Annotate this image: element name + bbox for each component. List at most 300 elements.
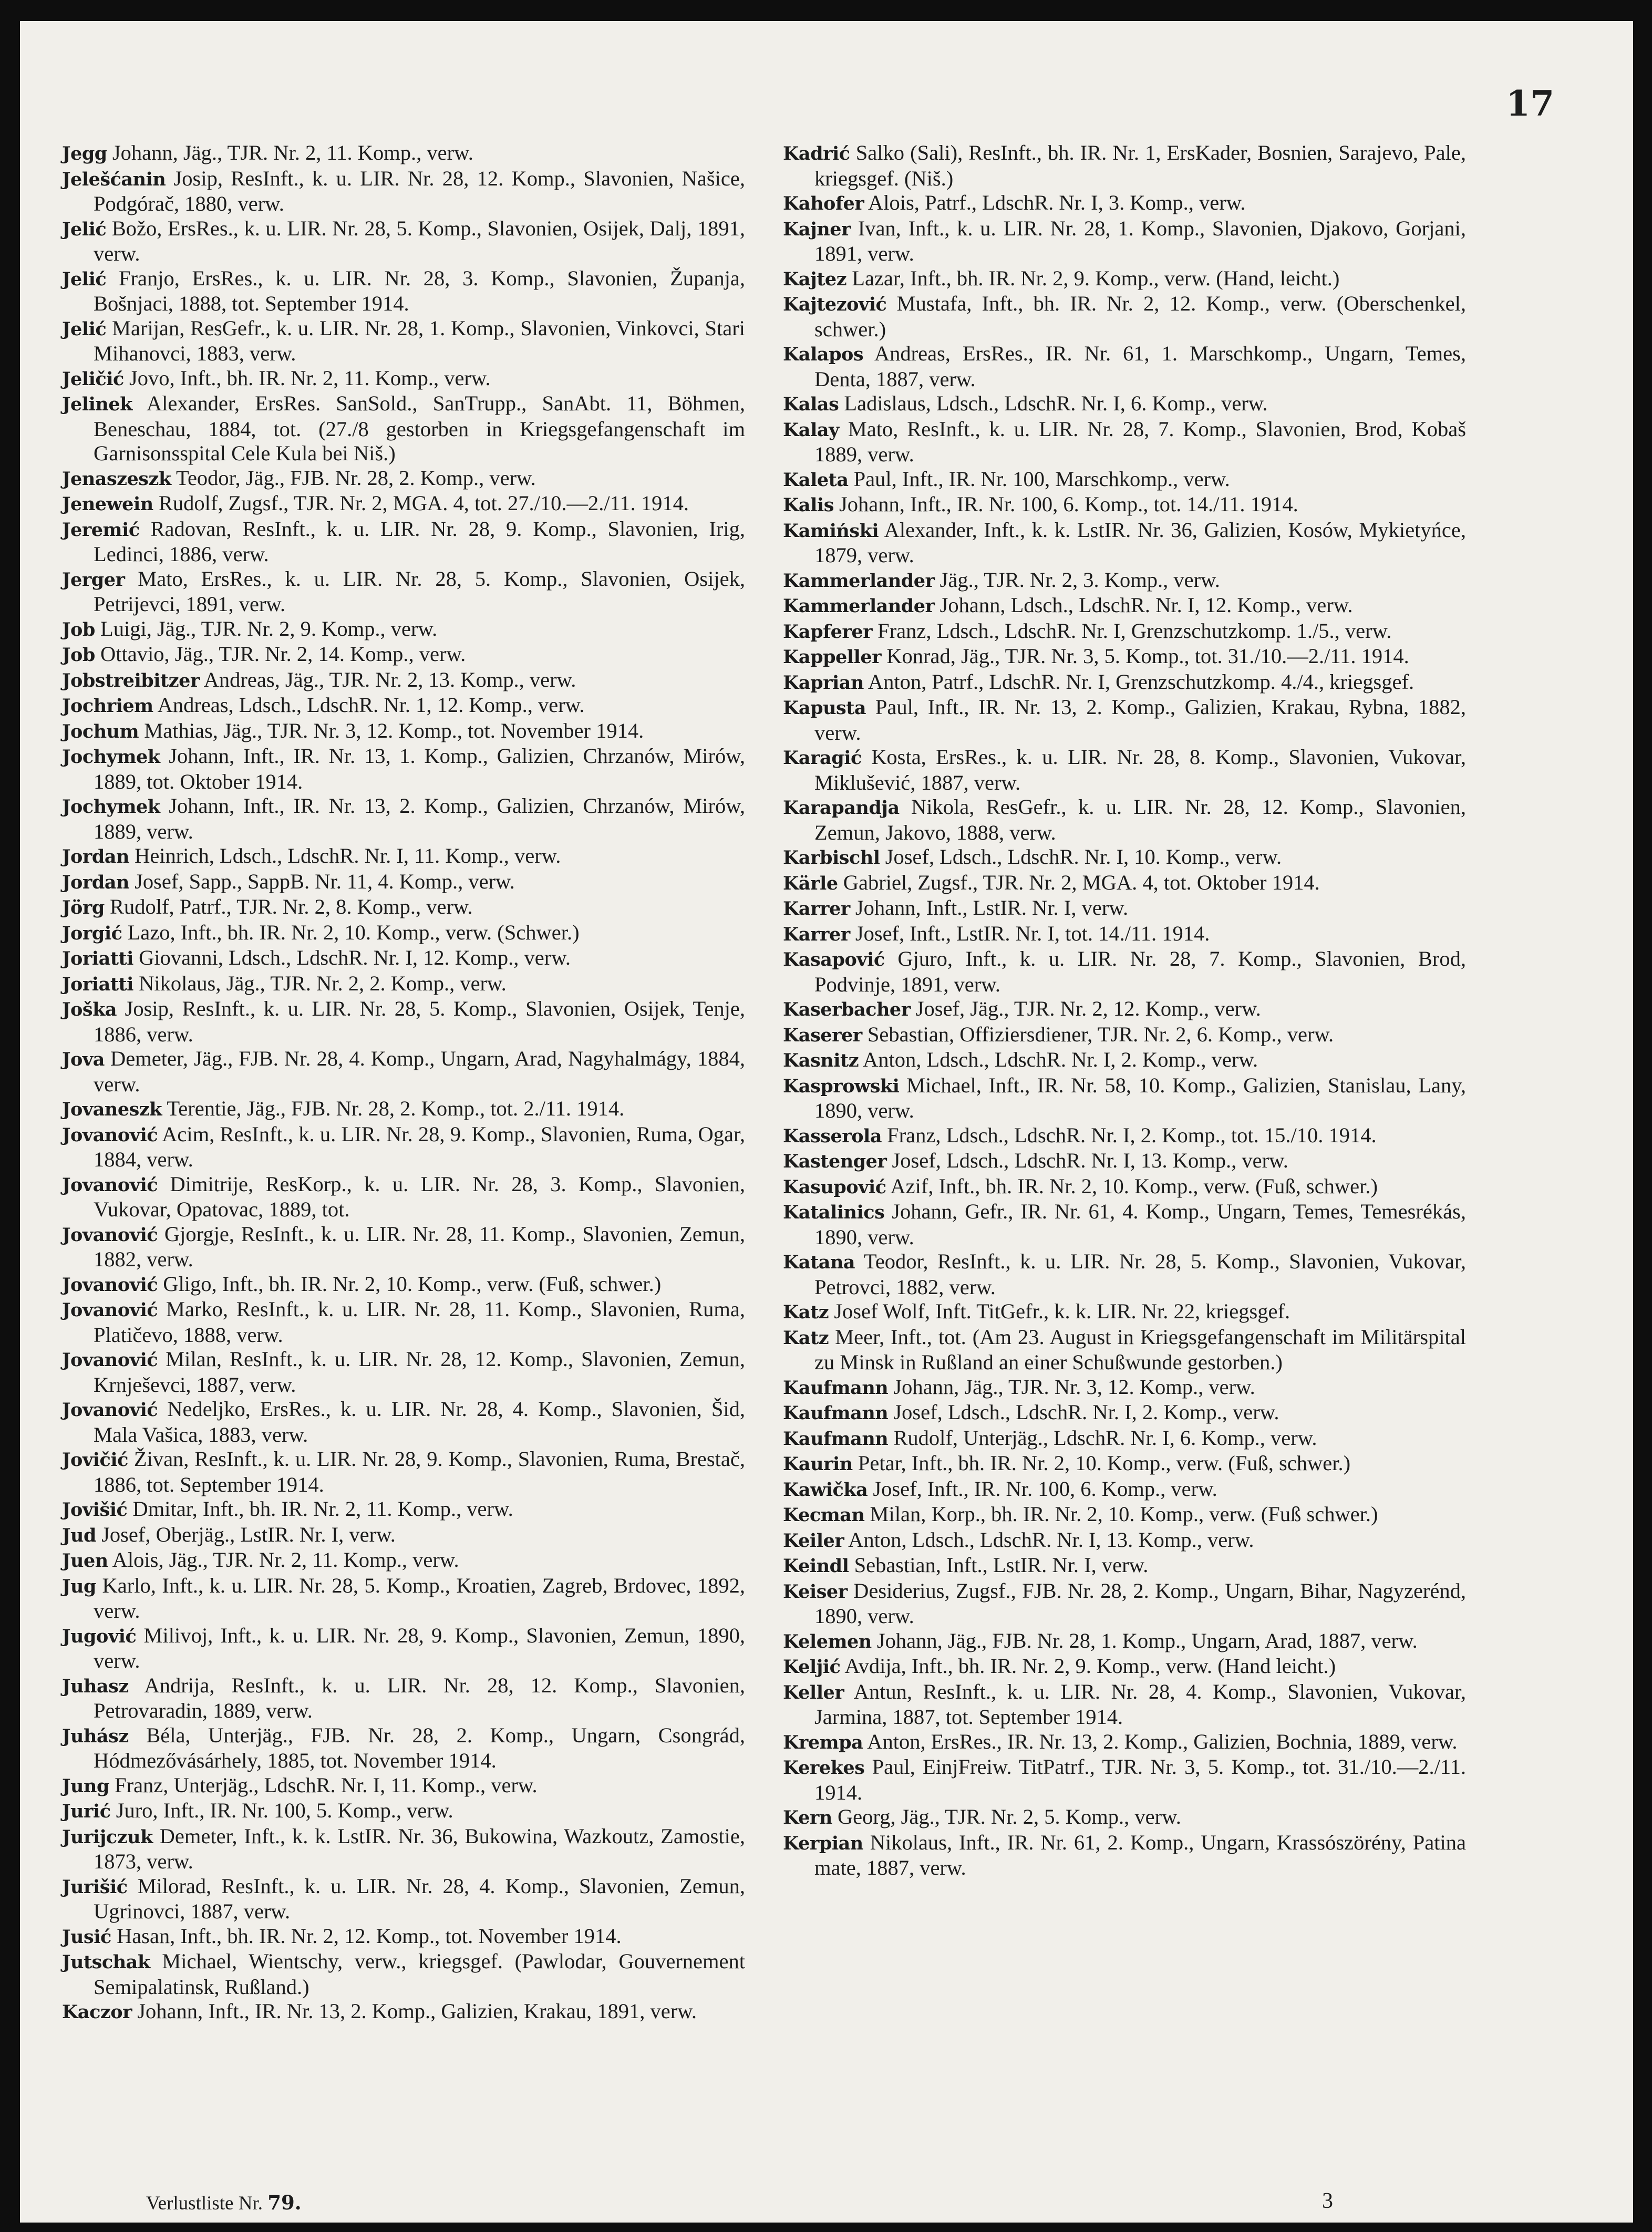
entry-details: Acim, ResInft., k. u. LIR. Nr. 28, 9. Komp., Slavonien, Ruma, Ogar, 1884, verw. bbox=[94, 1122, 745, 1171]
entry bbox=[62, 1497, 745, 1523]
entry-details: Živan, ResInft., k. u. LIR. Nr. 28, 9. Komp., Slavonien, Ruma, Brestač, 1886, tot. September 1914. bbox=[94, 1447, 745, 1496]
entry-details: Nikola, ResGefr., k. u. LIR. Nr. 28, 12. Komp., Slavonien, Zemun, Jakovo, 1888, verw. bbox=[814, 795, 1466, 844]
entry-details: Franjo, ErsRes., k. u. LIR. Nr. 28, 3. Komp., Slavonien, Županja, Bošnjaci, 1888, tot. September 1914. bbox=[94, 266, 746, 315]
entry bbox=[783, 1477, 1466, 1503]
entry bbox=[783, 391, 1466, 417]
entry-surname: Jovanović bbox=[62, 1174, 158, 1196]
entry-details: Anton, Ldsch., LdschR. Nr. I, 13. Komp., verw. bbox=[848, 1527, 1254, 1552]
entry bbox=[62, 216, 745, 266]
entry bbox=[62, 921, 745, 946]
entry-details: Johann, Inft., IR. Nr. 100, 6. Komp., tot. 14./11. 1914. bbox=[839, 492, 1298, 516]
entry-details: Salko (Sali), ResInft., bh. IR. Nr. 1, ErsKader, Bosnien, Sarajevo, Pale, kriegsgef. (Niš.) bbox=[814, 141, 1466, 190]
entry-surname: Job bbox=[62, 644, 95, 666]
entry bbox=[783, 1629, 1466, 1655]
entry bbox=[783, 619, 1466, 645]
entry-details: Mato, ErsRes., k. u. LIR. Nr. 28, 5. Komp., Slavonien, Osijek, Petrijevci, 1891, verw. bbox=[94, 566, 745, 616]
entry-details: Johann, Jäg., TJR. Nr. 3, 12. Komp., verw. bbox=[893, 1375, 1255, 1399]
entry-surname: Jug bbox=[62, 1575, 96, 1597]
entry-details: Josef, Jäg., TJR. Nr. 2, 12. Komp., verw. bbox=[915, 997, 1261, 1020]
entry bbox=[62, 466, 745, 492]
entry-surname: Kajner bbox=[783, 218, 851, 240]
page-number: 17 bbox=[1506, 83, 1554, 124]
entry-surname: Kerekes bbox=[783, 1757, 865, 1779]
entry-details: Josef, Ldsch., LdschR. Nr. I, 2. Komp., verw. bbox=[893, 1400, 1279, 1424]
entry-surname: Jörg bbox=[62, 897, 105, 918]
entry-surname: Karapandja bbox=[783, 797, 900, 819]
entry-details: Johann, Ldsch., LdschR. Nr. I, 12. Komp., verw. bbox=[939, 593, 1353, 617]
entry-details: Johann, Jäg., FJB. Nr. 28, 1. Komp., Ungarn, Arad, 1887, verw. bbox=[876, 1628, 1418, 1652]
entry-surname: Juhasz bbox=[62, 1675, 129, 1697]
entry bbox=[62, 1924, 745, 1950]
entry-surname: Jova bbox=[62, 1049, 105, 1070]
entry bbox=[783, 745, 1466, 795]
entry bbox=[783, 845, 1466, 871]
entry bbox=[783, 467, 1466, 493]
entry-details: Radovan, ResInft., k. u. LIR. Nr. 28, 9. Komp., Slavonien, Irig, Ledinci, 1886, verw. bbox=[94, 516, 746, 566]
entry bbox=[783, 1022, 1466, 1048]
entry bbox=[62, 1523, 745, 1548]
entry bbox=[783, 141, 1466, 191]
entry-details: Jäg., TJR. Nr. 2, 3. Komp., verw. bbox=[939, 567, 1220, 592]
entry bbox=[783, 342, 1466, 391]
entry-details: Johann, Inft., LstIR. Nr. I, verw. bbox=[855, 896, 1129, 919]
entry-details: Rudolf, Unterjäg., LdschR. Nr. I, 6. Komp., verw. bbox=[893, 1425, 1317, 1450]
entry bbox=[62, 1122, 745, 1172]
entry-surname: Keindl bbox=[783, 1555, 849, 1577]
left-column bbox=[62, 141, 745, 2025]
entry-surname: Jegg bbox=[62, 143, 107, 164]
entry bbox=[783, 695, 1466, 745]
entry bbox=[783, 1805, 1466, 1831]
entry-details: Luigi, Jäg., TJR. Nr. 2, 9. Komp., verw. bbox=[100, 616, 438, 640]
entry bbox=[783, 922, 1466, 947]
entry-surname: Karbischl bbox=[783, 847, 880, 869]
entry-details: Božo, ErsRes., k. u. LIR. Nr. 28, 5. Komp., Slavonien, Osijek, Dalj, 1891, verw. bbox=[94, 216, 746, 265]
entry-details: Josef, Ldsch., LdschR. Nr. I, 13. Komp., verw. bbox=[892, 1149, 1288, 1172]
entry-surname: Kaufmann bbox=[783, 1428, 889, 1450]
entry bbox=[62, 1673, 745, 1723]
entry-details: Paul, Inft., IR. Nr. 100, Marschkomp., verw. bbox=[853, 467, 1230, 491]
entry bbox=[783, 1426, 1466, 1452]
entry-details: Alexander, Inft., k. k. LstIR. Nr. 36, Galizien, Kosów, Mykietyńce, 1879, verw. bbox=[814, 518, 1466, 567]
entry-details: Azif, Inft., bh. IR. Nr. 2, 10. Komp., verw. (Fuß, schwer.) bbox=[890, 1174, 1378, 1198]
entry-details: Dimitrije, ResKorp., k. u. LIR. Nr. 28, 3. Komp., Slavonien, Vukovar, Opatovac, 1889, tot. bbox=[94, 1172, 745, 1221]
entry-details: Gligo, Inft., bh. IR. Nr. 2, 10. Komp., verw. (Fuß, schwer.) bbox=[163, 1272, 662, 1296]
entry bbox=[62, 567, 745, 617]
entry bbox=[783, 1299, 1466, 1325]
entry bbox=[783, 216, 1466, 266]
entry-surname: Keiser bbox=[783, 1580, 848, 1603]
entry-details: Mato, ResInft., k. u. LIR. Nr. 28, 7. Komp., Slavonien, Brod, Kobaš 1889, verw. bbox=[814, 417, 1467, 466]
entry-surname: Jovičić bbox=[62, 1449, 128, 1471]
entry-details: Milivoj, Inft., k. u. LIR. Nr. 28, 9. Komp., Slavonien, Zemun, 1890, verw. bbox=[94, 1623, 746, 1672]
entry-surname: Keller bbox=[783, 1681, 844, 1703]
entry-details: Anton, ErsRes., IR. Nr. 13, 2. Komp., Galizien, Bochnia, 1889, verw. bbox=[867, 1729, 1458, 1753]
entry bbox=[62, 1999, 745, 2025]
entry bbox=[783, 896, 1466, 922]
entry bbox=[783, 568, 1466, 594]
entry-surname: Keljić bbox=[783, 1656, 841, 1678]
entry-surname: Joška bbox=[62, 999, 117, 1020]
entry bbox=[62, 1799, 745, 1824]
entry bbox=[783, 1553, 1466, 1579]
entry bbox=[783, 1451, 1466, 1477]
entry-details: Demeter, Jäg., FJB. Nr. 28, 4. Komp., Ungarn, Arad, Nagyhalmágy, 1884, verw. bbox=[94, 1047, 745, 1096]
entry bbox=[783, 670, 1466, 696]
entry bbox=[783, 947, 1466, 997]
entry-details: Terentie, Jäg., FJB. Nr. 28, 2. Komp., tot. 2./11. 1914. bbox=[167, 1097, 625, 1120]
entry-surname: Juhász bbox=[62, 1725, 129, 1747]
entry bbox=[62, 391, 745, 466]
entry-surname: Katz bbox=[783, 1327, 829, 1349]
entry-details: Andreas, Jäg., TJR. Nr. 2, 13. Komp., verw. bbox=[203, 667, 576, 691]
entry bbox=[62, 266, 745, 316]
entry-details: Mustafa, Inft., bh. IR. Nr. 2, 12. Komp., verw. (Oberschenkel, schwer.) bbox=[814, 292, 1466, 341]
entry bbox=[783, 1073, 1466, 1123]
footer bbox=[146, 2191, 302, 2215]
entry-surname: Kalis bbox=[783, 494, 834, 516]
entry-surname: Jochum bbox=[62, 720, 139, 742]
entry-details: Josip, ResInft., k. u. LIR. Nr. 28, 5. Komp., Slavonien, Osijek, Tenje, 1886, verw. bbox=[94, 997, 745, 1046]
entry-details: Gabriel, Zugsf., TJR. Nr. 2, MGA. 4, tot. Oktober 1914. bbox=[843, 870, 1320, 894]
entry-surname: Jugović bbox=[62, 1625, 137, 1647]
entry-surname: Kaserer bbox=[783, 1024, 862, 1046]
entry-surname: Jovanović bbox=[62, 1299, 158, 1321]
entry-surname: Kadrić bbox=[783, 143, 850, 164]
signature-mark: 3 bbox=[1322, 2189, 1333, 2213]
entry-details: Franz, Ldsch., LdschR. Nr. I, 2. Komp., tot. 15./10. 1914. bbox=[887, 1123, 1377, 1147]
entry-details: Nedeljko, ErsRes., k. u. LIR. Nr. 28, 4. Komp., Slavonien, Šid, Mala Vašica, 1883, verw. bbox=[94, 1397, 746, 1446]
entry bbox=[783, 492, 1466, 518]
entry-details: Johann, Inft., IR. Nr. 13, 2. Komp., Galizien, Krakau, 1891, verw. bbox=[137, 1999, 697, 2023]
entry bbox=[62, 1297, 745, 1347]
entry-surname: Jovanović bbox=[62, 1224, 158, 1246]
entry-surname: Kahofer bbox=[783, 193, 864, 214]
entry-surname: Jeličić bbox=[62, 368, 124, 390]
entry bbox=[62, 366, 745, 392]
entry-details: Petar, Inft., bh. IR. Nr. 2, 10. Komp., verw. (Fuß, schwer.) bbox=[858, 1451, 1351, 1475]
entry bbox=[62, 167, 745, 216]
entry-details: Andreas, Ldsch., LdschR. Nr. 1, 12. Komp., verw. bbox=[157, 693, 585, 717]
entry-surname: Katana bbox=[783, 1252, 855, 1273]
entry bbox=[783, 292, 1466, 342]
entry-surname: Kaufmann bbox=[783, 1377, 889, 1399]
entry-surname: Jurić bbox=[62, 1801, 111, 1822]
entry-surname: Jerger bbox=[62, 569, 125, 591]
entry-details: Ladislaus, Ldsch., LdschR. Nr. I, 6. Komp., verw. bbox=[844, 391, 1268, 415]
entry-details: Konrad, Jäg., TJR. Nr. 3, 5. Komp., tot. 31./10.—2./11. 1914. bbox=[886, 644, 1409, 668]
footer-label: Verlustliste Nr. bbox=[146, 2193, 263, 2214]
entry bbox=[62, 744, 745, 794]
entry-surname: Kasnitz bbox=[783, 1050, 859, 1071]
entry-details: Paul, Inft., IR. Nr. 13, 2. Komp., Galizien, Krakau, Rybna, 1882, verw. bbox=[814, 695, 1467, 745]
entry-details: Franz, Ldsch., LdschR. Nr. I, Grenzschutzkomp. 1./5., verw. bbox=[877, 618, 1392, 643]
entry-surname: Jung bbox=[62, 1775, 109, 1797]
entry-details: Josef, Inft., IR. Nr. 100, 6. Komp., verw. bbox=[873, 1476, 1217, 1501]
entry-details: Milan, ResInft., k. u. LIR. Nr. 28, 12. Komp., Slavonien, Zemun, Krnješevci, 1887, verw. bbox=[94, 1347, 746, 1397]
entry bbox=[62, 1723, 745, 1773]
entry-details: Alois, Jäg., TJR. Nr. 2, 11. Komp., verw. bbox=[112, 1548, 459, 1572]
entry-surname: Karrer bbox=[783, 898, 850, 919]
entry bbox=[783, 266, 1466, 292]
entry-details: Lazo, Inft., bh. IR. Nr. 2, 10. Komp., verw. (Schwer.) bbox=[127, 920, 580, 944]
entry-details: Sebastian, Offiziersdiener, TJR. Nr. 2, 6. Komp., verw. bbox=[867, 1022, 1334, 1046]
entry-details: Anton, Patrf., LdschR. Nr. I, Grenzschutzkomp. 4./4., kriegsgef. bbox=[868, 669, 1414, 694]
entry-details: Dmitar, Inft., bh. IR. Nr. 2, 11. Komp., verw. bbox=[132, 1497, 513, 1521]
entry-surname: Joriatti bbox=[62, 948, 133, 969]
entry-details: Sebastian, Inft., LstIR. Nr. I, verw. bbox=[854, 1553, 1149, 1577]
entry-surname: Karagić bbox=[783, 747, 862, 769]
entry-details: Georg, Jäg., TJR. Nr. 2, 5. Komp., verw. bbox=[837, 1805, 1181, 1828]
entry-details: Alexander, ErsRes. SanSold., SanTrupp., SanAbt. 11, Böhmen, Beneschau, 1884, tot. (27./8 gestorben in Kriegsgefangenschaft im Garnisonsspital Cele Kula bei Niš.) bbox=[94, 391, 745, 465]
entry-surname: Jochymek bbox=[62, 796, 160, 818]
entry bbox=[783, 871, 1466, 896]
entry bbox=[62, 794, 745, 844]
entry-details: Andrija, ResInft., k. u. LIR. Nr. 28, 12. Komp., Slavonien, Petrovaradin, 1889, verw. bbox=[94, 1673, 745, 1722]
entry-details: Johann, Inft., IR. Nr. 13, 2. Komp., Galizien, Chrzanów, Mirów, 1889, verw. bbox=[94, 794, 745, 843]
entry-surname: Jordan bbox=[62, 846, 129, 867]
entry-details: Johann, Gefr., IR. Nr. 61, 4. Komp., Ungarn, Temes, Temesrékás, 1890, verw. bbox=[814, 1200, 1466, 1249]
entry-surname: Job bbox=[62, 618, 95, 640]
entry bbox=[783, 1149, 1466, 1174]
entry-details: Demeter, Inft., k. k. LstIR. Nr. 36, Bukowina, Wazkoutz, Zamostie, 1873, verw. bbox=[94, 1824, 745, 1873]
entry-surname: Kaczor bbox=[62, 2001, 132, 2023]
entry-details: Johann, Inft., IR. Nr. 13, 1. Komp., Galizien, Chrzanów, Mirów, 1889, tot. Oktober 1914. bbox=[94, 744, 745, 793]
entry bbox=[783, 1400, 1466, 1426]
entry-surname: Jelić bbox=[62, 318, 107, 340]
entry-surname: Kajtez bbox=[783, 268, 847, 290]
entry-surname: Kalas bbox=[783, 394, 839, 415]
entry bbox=[62, 1222, 745, 1272]
entry-details: Karlo, Inft., k. u. LIR. Nr. 28, 5. Komp., Kroatien, Zagreb, Brdovec, 1892, verw. bbox=[94, 1573, 746, 1623]
entry-surname: Kalapos bbox=[783, 344, 864, 365]
footer-number: 79. bbox=[267, 2191, 302, 2214]
entry bbox=[62, 946, 745, 972]
entry bbox=[62, 668, 745, 694]
entry-details: Ivan, Inft., k. u. LIR. Nr. 28, 1. Komp., Slavonien, Djakovo, Gorjani, 1891, verw. bbox=[814, 216, 1466, 265]
entry-surname: Jeremić bbox=[62, 519, 140, 541]
entry-surname: Jobstreibitzer bbox=[62, 669, 200, 691]
entry-details: Nikolaus, Inft., IR. Nr. 61, 2. Komp., Ungarn, Krassószörény, Patina mate, 1887, verw. bbox=[814, 1830, 1466, 1879]
entry-surname: Jovanović bbox=[62, 1349, 158, 1371]
right-column bbox=[783, 141, 1466, 1880]
entry-details: Teodor, Jäg., FJB. Nr. 28, 2. Komp., verw. bbox=[176, 466, 536, 490]
entry-details: Gjuro, Inft., k. u. LIR. Nr. 28, 7. Komp., Slavonien, Brod, Podvinje, 1891, verw. bbox=[814, 947, 1467, 996]
entry-details: Alois, Patrf., LdschR. Nr. I, 3. Komp., verw. bbox=[868, 191, 1246, 214]
entry-details: Mathias, Jäg., TJR. Nr. 3, 12. Komp., tot. November 1914. bbox=[144, 718, 644, 742]
entry bbox=[62, 1824, 745, 1874]
entry-details: Desiderius, Zugsf., FJB. Nr. 28, 2. Komp., Ungarn, Bihar, Nagyzerénd, 1890, verw. bbox=[814, 1578, 1467, 1628]
entry-surname: Jochymek bbox=[62, 746, 160, 768]
entry-details: Teodor, ResInft., k. u. LIR. Nr. 28, 5. Komp., Slavonien, Vukovar, Petrovci, 1882, verw. bbox=[814, 1249, 1466, 1299]
entry bbox=[62, 1272, 745, 1298]
entry bbox=[783, 1174, 1466, 1200]
entry bbox=[62, 517, 745, 567]
entry bbox=[62, 1548, 745, 1574]
entry bbox=[783, 1680, 1466, 1730]
entry-surname: Jenaszeszk bbox=[62, 468, 171, 490]
entry-surname: Karrer bbox=[783, 923, 850, 945]
entry-surname: Jelić bbox=[62, 218, 107, 240]
entry-surname: Kaserbacher bbox=[783, 999, 911, 1020]
entry-surname: Kaufmann bbox=[783, 1402, 889, 1424]
entry bbox=[783, 1325, 1466, 1375]
entry bbox=[62, 1172, 745, 1222]
entry bbox=[62, 1773, 745, 1799]
entry-details: Paul, EinjFreiw. TitPatrf., TJR. Nr. 3, 5. Komp., tot. 31./10.—2./11. 1914. bbox=[814, 1755, 1466, 1804]
entry-surname: Katz bbox=[783, 1301, 829, 1323]
entry-surname: Jusić bbox=[62, 1926, 111, 1948]
entry-details: Lazar, Inft., bh. IR. Nr. 2, 9. Komp., verw. (Hand, leicht.) bbox=[852, 266, 1340, 290]
entry-details: Josef Wolf, Inft. TitGefr., k. k. LIR. Nr. 22, kriegsgef. bbox=[834, 1299, 1290, 1323]
entry-details: Josef, Ldsch., LdschR. Nr. I, 10. Komp., verw. bbox=[885, 845, 1282, 869]
entry-surname: Jurijczuk bbox=[62, 1826, 153, 1848]
entry-details: Michael, Wientschy, verw., kriegsgef. (Pawlodar, Gouvernement Semipalatinsk, Rußland.) bbox=[94, 1949, 746, 1999]
entry-details: Milorad, ResInft., k. u. LIR. Nr. 28, 4. Komp., Slavonien, Zemun, Ugrinovci, 1887, verw. bbox=[94, 1874, 745, 1923]
entry-surname: Jurišić bbox=[62, 1876, 128, 1898]
entry bbox=[62, 719, 745, 745]
entry-details: Milan, Korp., bh. IR. Nr. 2, 10. Komp., verw. (Fuß schwer.) bbox=[870, 1502, 1378, 1526]
entry-details: Josef, Sapp., SappB. Nr. 11, 4. Komp., verw. bbox=[135, 869, 515, 893]
entry bbox=[783, 644, 1466, 670]
entry-surname: Kajtezović bbox=[783, 294, 887, 315]
entry-surname: Kapferer bbox=[783, 621, 873, 643]
entry bbox=[783, 518, 1466, 568]
entry-details: Meer, Inft., tot. (Am 23. August in Kriegsgefangenschaft im Militärspital zu Minsk in Rußland an einer Schußwunde gestorben.) bbox=[814, 1325, 1466, 1374]
entry-surname: Kappeller bbox=[783, 646, 882, 668]
entry bbox=[62, 1397, 745, 1447]
entry bbox=[62, 1874, 745, 1924]
entry-surname: Kapusta bbox=[783, 697, 866, 719]
entry bbox=[62, 972, 745, 997]
entry-details: Rudolf, Zugsf., TJR. Nr. 2, MGA. 4, tot. 27./10.—2./11. 1914. bbox=[158, 491, 689, 515]
entry-details: Johann, Jäg., TJR. Nr. 2, 11. Komp., verw. bbox=[112, 141, 473, 164]
entry bbox=[783, 1249, 1466, 1299]
entry-surname: Kecman bbox=[783, 1504, 865, 1526]
entry bbox=[783, 1123, 1466, 1149]
entry-details: Gjorgje, ResInft., k. u. LIR. Nr. 28, 11. Komp., Slavonien, Zemun, 1882, verw. bbox=[94, 1222, 745, 1271]
entry bbox=[62, 1949, 745, 1999]
entry-surname: Kammerlander bbox=[783, 570, 935, 592]
entry bbox=[62, 895, 745, 921]
entry-surname: Kern bbox=[783, 1807, 832, 1828]
entry-details: Marko, ResInft., k. u. LIR. Nr. 28, 11. Komp., Slavonien, Ruma, Platičevo, 1888, verw. bbox=[94, 1297, 745, 1347]
entry-surname: Jelešćanin bbox=[62, 168, 166, 190]
entry bbox=[62, 491, 745, 517]
entry bbox=[62, 870, 745, 895]
entry bbox=[783, 1375, 1466, 1401]
entry-details: Nikolaus, Jäg., TJR. Nr. 2, 2. Komp., verw. bbox=[139, 971, 507, 995]
entry-surname: Krempa bbox=[783, 1731, 863, 1753]
entry bbox=[62, 844, 745, 870]
entry bbox=[62, 1447, 745, 1497]
entry-details: Josef, Oberjäg., LstIR. Nr. I, verw. bbox=[101, 1522, 396, 1546]
entry bbox=[62, 617, 745, 643]
entry-details: Michael, Inft., IR. Nr. 58, 10. Komp., Galizien, Stanislau, Lany, 1890, verw. bbox=[814, 1073, 1466, 1122]
entry-surname: Kerpian bbox=[783, 1832, 863, 1854]
entry-surname: Kaurin bbox=[783, 1453, 853, 1475]
entry bbox=[62, 1624, 745, 1673]
entry bbox=[783, 1048, 1466, 1073]
entry-surname: Kärle bbox=[783, 872, 838, 894]
entry-surname: Kamiński bbox=[783, 520, 879, 542]
entry-surname: Kasupović bbox=[783, 1176, 886, 1198]
entry bbox=[783, 1579, 1466, 1629]
entry-details: Anton, Ldsch., LdschR. Nr. I, 2. Komp., verw. bbox=[862, 1048, 1258, 1071]
entry bbox=[62, 316, 745, 366]
entry bbox=[62, 1347, 745, 1397]
entry-surname: Jenewein bbox=[62, 493, 153, 515]
entry-surname: Joriatti bbox=[62, 973, 133, 995]
entry-surname: Jutschak bbox=[62, 1951, 150, 1973]
entry-surname: Kelemen bbox=[783, 1630, 872, 1652]
entry-details: Josef, Inft., LstIR. Nr. I, tot. 14./11. 1914. bbox=[855, 921, 1210, 945]
entry-details: Juro, Inft., IR. Nr. 100, 5. Komp., verw. bbox=[116, 1799, 453, 1822]
entry-surname: Katalinics bbox=[783, 1202, 885, 1223]
entry bbox=[783, 1502, 1466, 1528]
entry-surname: Jovaneszk bbox=[62, 1099, 162, 1120]
entry-details: Béla, Unterjäg., FJB. Nr. 28, 2. Komp., Ungarn, Csongrád, Hódmezővásárhely, 1885, tot. November 1914. bbox=[94, 1723, 745, 1772]
entry bbox=[62, 642, 745, 668]
entry-surname: Juen bbox=[62, 1550, 108, 1572]
entry-surname: Kalay bbox=[783, 419, 839, 441]
entry-details: Franz, Unterjäg., LdschR. Nr. I, 11. Komp., verw. bbox=[115, 1773, 538, 1797]
entry-surname: Jovanović bbox=[62, 1274, 158, 1296]
entry-surname: Jovanović bbox=[62, 1399, 158, 1421]
entry-details: Avdija, Inft., bh. IR. Nr. 2, 9. Komp., verw. (Hand leicht.) bbox=[844, 1654, 1336, 1678]
entry-surname: Jelinek bbox=[62, 394, 132, 415]
entry-details: Heinrich, Ldsch., LdschR. Nr. I, 11. Komp., verw. bbox=[135, 844, 561, 867]
document-page bbox=[20, 21, 1633, 2223]
entry-surname: Kasprowski bbox=[783, 1075, 900, 1097]
entry bbox=[783, 1654, 1466, 1680]
entry-surname: Jelić bbox=[62, 268, 107, 290]
entry bbox=[783, 1528, 1466, 1554]
entry bbox=[783, 593, 1466, 619]
entry bbox=[62, 1047, 745, 1097]
entry-details: Josip, ResInft., k. u. LIR. Nr. 28, 12. Komp., Slavonien, Našice, Podgórač, 1880, verw. bbox=[94, 166, 745, 215]
entry-details: Rudolf, Patrf., TJR. Nr. 2, 8. Komp., verw. bbox=[109, 895, 473, 918]
entry bbox=[783, 191, 1466, 216]
entry bbox=[783, 1730, 1466, 1755]
entry-details: Kosta, ErsRes., k. u. LIR. Nr. 28, 8. Komp., Slavonien, Vukovar, Miklušević, 1887, verw. bbox=[814, 745, 1467, 794]
entry bbox=[783, 1200, 1466, 1249]
entry bbox=[783, 1755, 1466, 1805]
entry-surname: Jud bbox=[62, 1524, 96, 1546]
entry bbox=[783, 1831, 1466, 1880]
entry-surname: Kasapović bbox=[783, 949, 885, 970]
entry-surname: Kaleta bbox=[783, 469, 849, 491]
entry bbox=[783, 997, 1466, 1022]
entry bbox=[62, 693, 745, 719]
entry bbox=[62, 997, 745, 1047]
entry bbox=[783, 417, 1466, 467]
entry-surname: Jorgić bbox=[62, 922, 122, 944]
entry-details: Antun, ResInft., k. u. LIR. Nr. 28, 4. Komp., Slavonien, Vukovar, Jarmina, 1887, tot. September 1914. bbox=[814, 1679, 1467, 1729]
entry-details: Marijan, ResGefr., k. u. LIR. Nr. 28, 1. Komp., Slavonien, Vinkovci, Stari Mihanovci, 1883, verw. bbox=[94, 316, 745, 365]
entry bbox=[62, 141, 745, 167]
entry-surname: Keiler bbox=[783, 1530, 844, 1552]
entry-details: Ottavio, Jäg., TJR. Nr. 2, 14. Komp., verw. bbox=[100, 642, 466, 666]
entry-details: Andreas, ErsRes., IR. Nr. 61, 1. Marschkomp., Ungarn, Temes, Denta, 1887, verw. bbox=[814, 342, 1466, 391]
entry-surname: Jordan bbox=[62, 871, 129, 893]
entry-details: Jovo, Inft., bh. IR. Nr. 2, 11. Komp., verw. bbox=[129, 366, 491, 390]
entry-surname: Kaprian bbox=[783, 671, 864, 694]
entry bbox=[62, 1097, 745, 1122]
entry-surname: Jovišić bbox=[62, 1499, 128, 1521]
entry-details: Giovanni, Ldsch., LdschR. Nr. I, 12. Komp., verw. bbox=[139, 946, 571, 969]
entry-surname: Kastenger bbox=[783, 1151, 887, 1172]
